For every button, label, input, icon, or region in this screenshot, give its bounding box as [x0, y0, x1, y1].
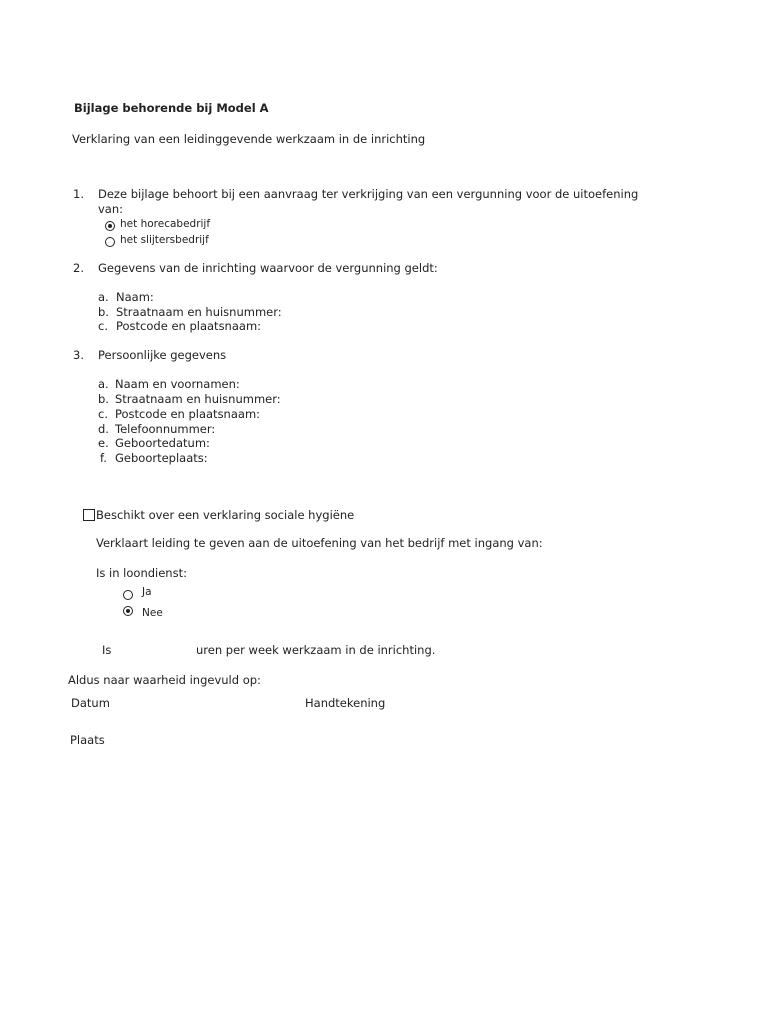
declaration-label: Aldus naar waarheid ingevuld op: — [68, 673, 261, 687]
list-item-letter: a. — [98, 377, 109, 391]
geboortedatum-label: Geboortedatum: — [115, 436, 210, 450]
section-3-heading: Persoonlijke gegevens — [98, 348, 227, 362]
slijters-radio[interactable] — [105, 237, 115, 247]
datum-label: Datum — [71, 696, 110, 710]
inrichting-naam-label: Naam: — [116, 290, 154, 304]
section-1-text-cont: van: — [98, 202, 124, 216]
ja-radio[interactable] — [123, 590, 133, 600]
slijters-label: het slijtersbedrijf — [120, 234, 209, 246]
page-subtitle: Verklaring van een leidinggevende werkzaam in de inrichting — [72, 132, 426, 146]
list-item-letter: e. — [98, 436, 109, 450]
geboorteplaats-label: Geboorteplaats: — [115, 451, 208, 465]
telefoonnummer-label: Telefoonnummer: — [115, 422, 216, 436]
loondienst-label: Is in loondienst: — [96, 566, 187, 580]
hygiene-checkbox[interactable] — [83, 509, 95, 521]
section-2-heading: Gegevens van de inrichting waarvoor de vergunning geldt: — [98, 261, 438, 275]
list-item-letter: a. — [98, 290, 109, 304]
section-1-number: 1. — [73, 187, 84, 201]
list-item-letter: d. — [98, 422, 109, 436]
ja-label: Ja — [142, 586, 152, 598]
hours-prefix: Is — [102, 643, 112, 657]
nee-label: Nee — [142, 607, 163, 619]
postcode-plaatsnaam-label: Postcode en plaatsnaam: — [115, 407, 261, 421]
horeca-radio[interactable] — [105, 221, 115, 231]
naam-voornamen-label: Naam en voornamen: — [115, 377, 240, 391]
handtekening-label: Handtekening — [305, 696, 386, 710]
leiding-statement: Verklaart leiding te geven aan de uitoefening van het bedrijf met ingang van: — [96, 536, 543, 550]
horeca-label: het horecabedrijf — [120, 218, 211, 230]
list-item-letter: b. — [98, 392, 109, 406]
page-title: Bijlage behorende bij Model A — [74, 101, 269, 115]
hours-suffix: uren per week werkzaam in de inrichting. — [196, 643, 436, 657]
list-item-letter: b. — [98, 305, 109, 319]
nee-radio[interactable] — [123, 606, 133, 616]
inrichting-straat-label: Straatnaam en huisnummer: — [116, 305, 282, 319]
section-3-number: 3. — [73, 348, 84, 362]
plaats-label: Plaats — [70, 733, 105, 747]
list-item-letter: c. — [98, 407, 108, 421]
straat-huisnummer-label: Straatnaam en huisnummer: — [115, 392, 281, 406]
section-1-text: Deze bijlage behoort bij een aanvraag ter verkrijging van een vergunning voor de uitoefening — [98, 187, 639, 201]
hygiene-label: Beschikt over een verklaring sociale hygiëne — [96, 508, 355, 522]
list-item-letter: f. — [100, 451, 107, 465]
section-2-number: 2. — [73, 261, 84, 275]
list-item-letter: c. — [98, 319, 108, 333]
inrichting-postcode-label: Postcode en plaatsnaam: — [116, 319, 262, 333]
